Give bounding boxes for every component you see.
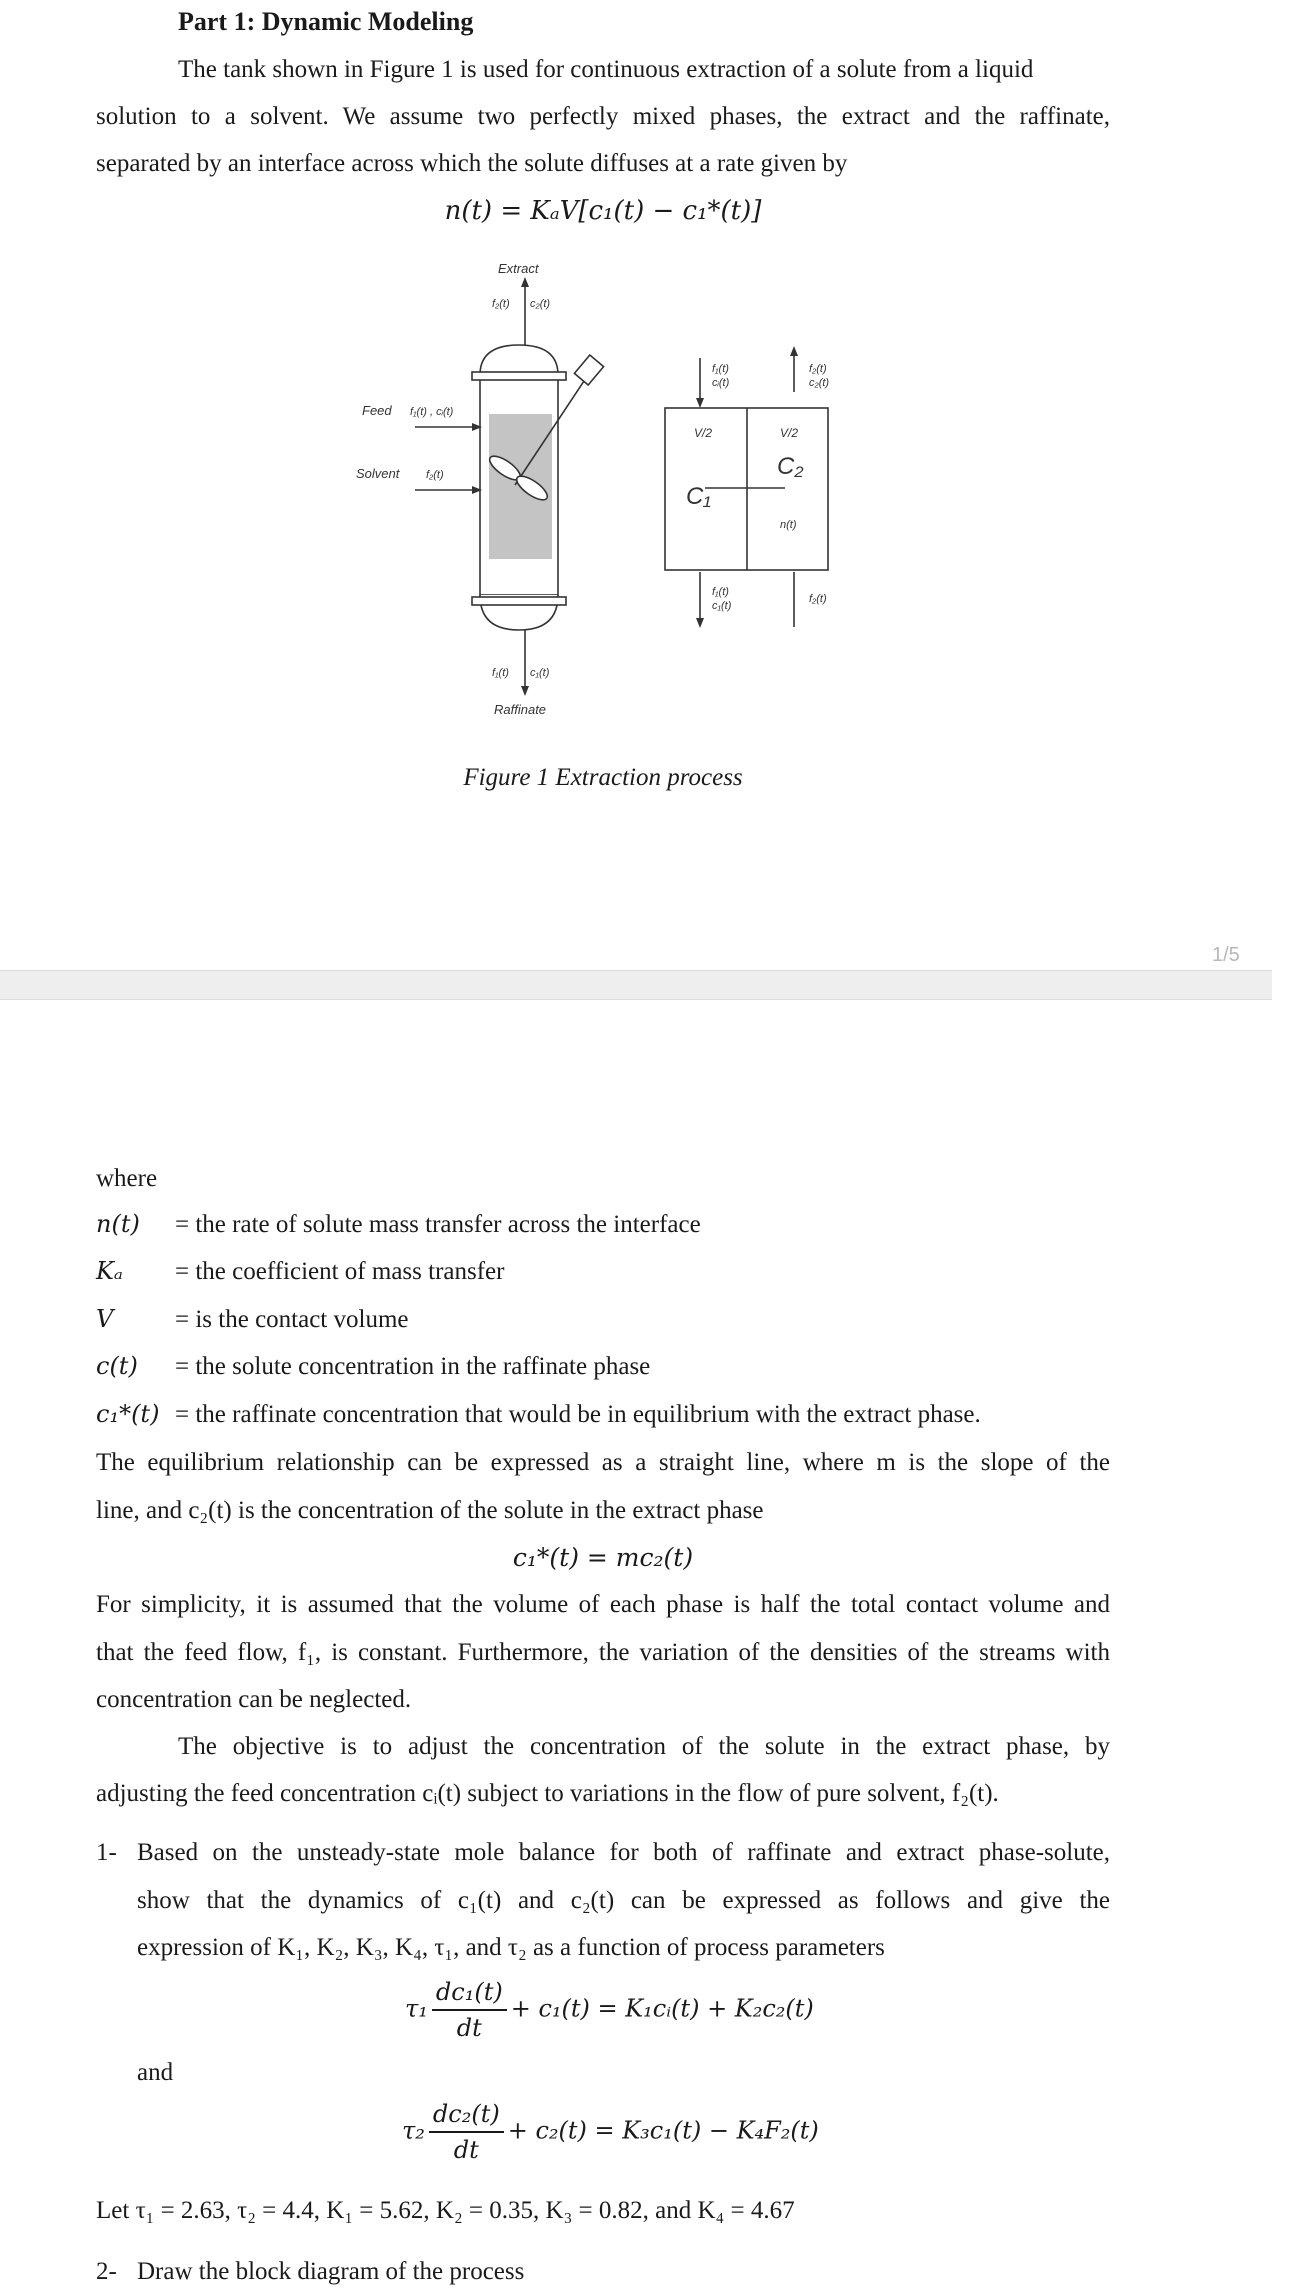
definition-symbol: Kₐ [96, 1257, 123, 1285]
and-label: and [137, 2059, 174, 2086]
where-label: where [96, 1165, 158, 1192]
parameter-values: Let τ₁ = 2.63, τ₂ = 4.4, K₁ = 5.62, K₂ = 0.35, K₃ = 0.82, and K₄ = 4.67 [96, 2197, 795, 2224]
definition-symbol: c₁*(t) [96, 1400, 160, 1428]
label-solvent-flow: f₂(t) [426, 469, 444, 481]
question-line: show that the dynamics of c₁(t) and c₂(t) can be expressed as follows and give the [137, 1887, 1110, 1914]
label-c2-handwritten: C₂ [777, 453, 804, 480]
document-page-1 [0, 0, 1272, 970]
definition-symbol: n(t) [96, 1210, 140, 1238]
equation-equilibrium: c₁*(t) = mc₂(t) [512, 1543, 694, 1572]
label-sch-bot-right: f₂(t) [809, 593, 827, 605]
ode-fraction: $\frac{\text{dc₂(t)}}{dt}$ [429, 2097, 504, 2167]
ode-rest: + c₁(t) = K₁cᵢ(t) + K₂c₂(t) [510, 1994, 814, 2023]
paragraph-line: For simplicity, it is assumed that the volume of each phase is half the total contact volume and [96, 1591, 1110, 1618]
paragraph-line: solution to a solvent. We assume two perfectly mixed phases, the extract and the raffinate, [96, 103, 1110, 130]
definition-row [96, 1201, 1136, 1248]
label-sch-out-c: c₂(t) [809, 377, 830, 389]
page-number: 1/5 [1212, 944, 1240, 966]
definition-row [96, 1343, 1136, 1390]
ode-tau: τ₂ [402, 2116, 425, 2145]
definition-symbol: c(t) [96, 1352, 138, 1380]
label-top-f: f₂(t) [492, 298, 510, 310]
paragraph-line: The tank shown in Figure 1 is used for continuous extraction of a solute from a liquid [178, 56, 1034, 83]
ode-raffinate [405, 1975, 814, 2045]
label-raffinate: Raffinate [494, 702, 547, 717]
label-c1-handwritten: C₁ [686, 483, 711, 510]
paragraph-line: adjusting the feed concentration cᵢ(t) subject to variations in the flow of pure solvent, f₂(t). [96, 1780, 999, 1807]
definition-text: = the solute concentration in the raffinate phase [175, 1353, 651, 1380]
question-line: expression of K₁, K₂, K₃, K₄, τ₁, and τ₂ as a function of process parameters [137, 1934, 885, 1961]
paragraph-line: The equilibrium relationship can be expressed as a straight line, where m is the slope of the [96, 1449, 1110, 1476]
label-n: n(t) [780, 519, 797, 531]
ode-rest: + c₂(t) = K₃c₁(t) − K₄F₂(t) [507, 2116, 819, 2145]
definition-row [96, 1296, 1136, 1343]
label-sch-bot-f: f₁(t) [712, 586, 729, 598]
label-extract: Extract [498, 261, 539, 276]
definition-row [96, 1391, 1136, 1438]
paragraph-line: separated by an interface across which the solute diffuses at a rate given by [96, 150, 848, 177]
definition-symbol: V [96, 1305, 114, 1333]
label-top-c: c₂(t) [530, 298, 551, 310]
ode-tau: τ₁ [405, 1994, 428, 2023]
label-v-right: V/2 [780, 426, 799, 440]
label-sch-in-c: cᵢ(t) [712, 377, 730, 389]
paragraph-line: concentration can be neglected. [96, 1686, 412, 1713]
label-bottom-c: c₁(t) [530, 667, 550, 679]
label-v-left: V/2 [694, 426, 713, 440]
label-bottom-f: f₁(t) [492, 667, 509, 679]
label-solvent: Solvent [356, 466, 400, 481]
definition-text: = the coefficient of mass transfer [175, 1258, 505, 1285]
ode-fraction: $\frac{\text{dc₁(t)}}{dt}$ [432, 1975, 507, 2045]
label-sch-bot-c: c₁(t) [712, 600, 732, 612]
label-sch-out-f: f₂(t) [809, 363, 827, 375]
equation-interface-rate: n(t) = KₐV[c₁(t) − c₁*(t)] [444, 196, 762, 226]
scrollbar-track[interactable] [1272, 0, 1292, 2289]
label-sch-in-f: f₁(t) [712, 363, 729, 375]
extraction-figure [0, 0, 1272, 970]
question-number: 1- [96, 1839, 117, 1866]
paragraph-line: The objective is to adjust the concentration of the solute in the extract phase, by [178, 1733, 1110, 1760]
label-feed-flow: f₁(t) , cᵢ(t) [410, 406, 454, 418]
question-line: Based on the unsteady-state mole balance for both of raffinate and extract phase-solute, [137, 1839, 1110, 1866]
question-line: Draw the block diagram of the process [137, 2258, 525, 2285]
paragraph-line: that the feed flow, f₁, is constant. Furthermore, the variation of the densities of the streams with [96, 1639, 1110, 1666]
paragraph-line: line, and c₂(t) is the concentration of the solute in the extract phase [96, 1497, 764, 1524]
definition-text: = the rate of solute mass transfer across the interface [175, 1211, 701, 1238]
figure-caption: Figure 1 Extraction process [463, 764, 743, 791]
definition-text: = is the contact volume [175, 1306, 409, 1333]
label-feed: Feed [362, 403, 392, 418]
page-separator [0, 970, 1292, 1000]
ode-extract [402, 2097, 819, 2167]
section-title: Part 1: Dynamic Modeling [178, 7, 474, 36]
question-number: 2- [96, 2258, 117, 2285]
definition-text: = the raffinate concentration that would be in equilibrium with the extract phase. [175, 1401, 981, 1428]
definition-row [96, 1248, 1136, 1295]
